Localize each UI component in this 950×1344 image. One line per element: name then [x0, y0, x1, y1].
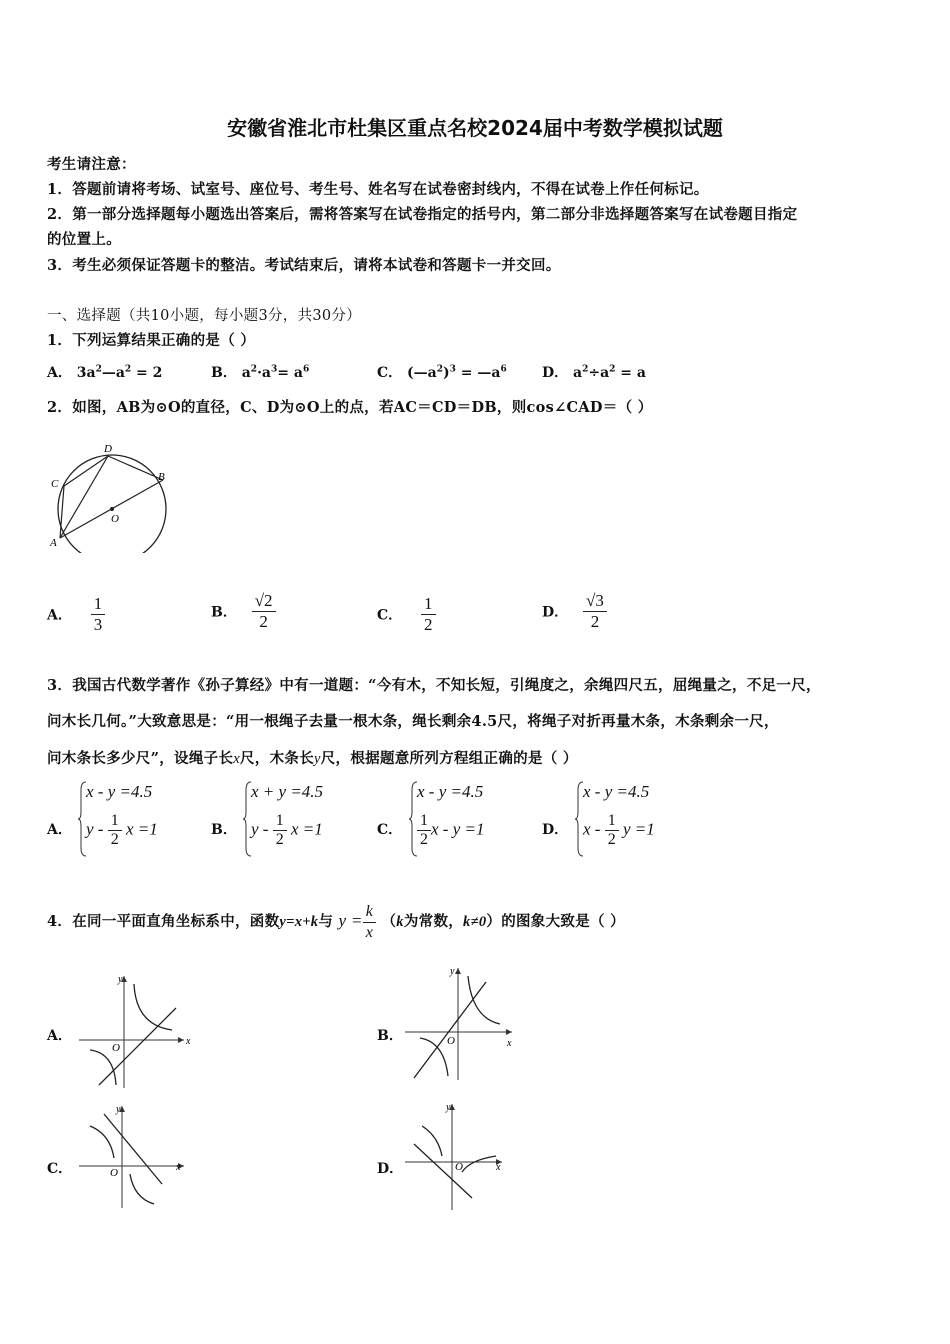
label-b: B: [158, 471, 165, 483]
arrow-icon: [506, 1029, 512, 1035]
notice-item: 的位置上。: [47, 231, 121, 248]
q2-option-a[interactable]: A． $\frac{1}{3}$: [47, 594, 105, 635]
arrow-icon: [178, 1037, 184, 1043]
q4-option-b-label: B．: [377, 1028, 403, 1044]
svg-text:y: y: [118, 974, 123, 985]
svg-text:O: O: [447, 1035, 455, 1047]
svg-text:y: y: [446, 1102, 451, 1113]
svg-text:x: x: [507, 1038, 512, 1049]
q1-option-b[interactable]: B． $a^2\cdot a^3= a^6$: [211, 364, 310, 381]
q3-option-c-label: C．: [377, 822, 403, 838]
q4-option-d-graph[interactable]: [400, 1100, 520, 1220]
svg-text:x: x: [176, 1162, 181, 1173]
center-point: [110, 507, 114, 511]
q1-stem: 1．下列运算结果正确的是（ ）: [47, 332, 256, 349]
circle-o: [58, 455, 166, 553]
svg-text:y: y: [450, 966, 455, 977]
label-o: O: [111, 513, 119, 525]
q2-stem: 2．如图，AB为⊙O的直径，C、D为⊙O上的点，若AC＝CD＝DB，则cos∠CAD＝（ ）: [47, 399, 653, 416]
chord-cd: [64, 456, 108, 486]
svg-text:O: O: [112, 1042, 120, 1054]
q4-option-a-label: A．: [47, 1028, 72, 1044]
chord-db: [108, 456, 163, 480]
notice-item: 2．第一部分选择题每小题选出答案后，需将答案写在试卷指定的括号内，第二部分非选择题答案写在试卷题目指定: [47, 206, 798, 223]
q3-option-d[interactable]: x - y =4.5 x - $\frac{1}{2}$ y =1: [575, 780, 685, 860]
q2-option-c[interactable]: C． $\frac{1}{2}$: [377, 594, 436, 635]
label-c: C: [51, 478, 59, 490]
q2-circle-figure: [45, 438, 175, 553]
q4-option-c-graph[interactable]: [74, 1100, 194, 1220]
svg-text:O: O: [110, 1167, 118, 1179]
q3-option-b-label: B．: [211, 822, 237, 838]
q3-option-a[interactable]: x - y =4.5 y - $\frac{1}{2}$ x =1: [78, 780, 188, 860]
q4-stem: 4．在同一平面直角坐标系中，函数y=x+k与 y = $\frac{k}{x}$ （k为常数，k≠0）的图象大致是（ ）: [47, 902, 625, 941]
q2-option-b[interactable]: B． $\frac{√2}{2}$: [211, 591, 276, 632]
svg-text:x: x: [186, 1036, 191, 1047]
label-d: D: [104, 443, 112, 455]
q3-stem-line2: 问木长几何。”大致意思是：“用一根绳子去量一根木条，绳长剩余4.5尺，将绳子对折再量木条，木条剩余一尺，: [47, 713, 779, 730]
q4-option-c-label: C．: [47, 1161, 73, 1177]
notice-item: 1．答题前请将考场、试室号、座位号、考生号、姓名写在试卷密封线内，不得在试卷上作任何标记。: [47, 181, 709, 198]
q1-option-d[interactable]: D． $a^2\div a^2 = a$: [542, 364, 646, 381]
q1-option-a[interactable]: A． $3a^2—a^2 = 2$: [47, 364, 163, 381]
q1-option-c[interactable]: C． $(—a^2)^3$ = $—a^6$: [377, 364, 507, 381]
q4-option-a-graph[interactable]: [74, 970, 194, 1090]
q3-option-c[interactable]: x - y =4.5 $\frac{1}{2}$ x - y =1: [409, 780, 519, 860]
q3-option-b[interactable]: x + y =4.5 y - $\frac{1}{2}$ x =1: [243, 780, 353, 860]
notice-heading: 考生请注意：: [47, 156, 136, 173]
chord-ad: [60, 456, 108, 538]
q3-stem-line3: 问木条长多少尺”，设绳子长x尺，木条长y尺，根据题意所列方程组正确的是（ ）: [47, 750, 578, 767]
arrow-icon: [455, 968, 461, 974]
label-a: A: [50, 537, 57, 549]
svg-text:y: y: [116, 1104, 121, 1115]
page-title: 安徽省淮北市杜集区重点名校2024届中考数学模拟试题: [227, 116, 723, 140]
section-heading: 一、选择题（共10小题，每小题3分，共30分）: [47, 308, 362, 324]
q4-option-b-graph[interactable]: [400, 962, 520, 1082]
q2-option-d[interactable]: D． $\frac{√3}{2}$: [542, 591, 607, 632]
q4-option-d-label: D．: [377, 1161, 404, 1177]
q3-option-d-label: D．: [542, 822, 569, 838]
q3-option-a-label: A．: [47, 822, 72, 838]
q3-stem-line1: 3．我国古代数学著作《孙子算经》中有一道题：“今有木，不知长短，引绳度之，余绳四尺五，屈绳量之，不足一尺，: [47, 677, 821, 694]
svg-text:O: O: [455, 1161, 463, 1173]
notice-item: 3．考生必须保证答题卡的整洁。考试结束后，请将本试卷和答题卡一并交回。: [47, 257, 561, 274]
svg-text:x: x: [496, 1162, 501, 1173]
